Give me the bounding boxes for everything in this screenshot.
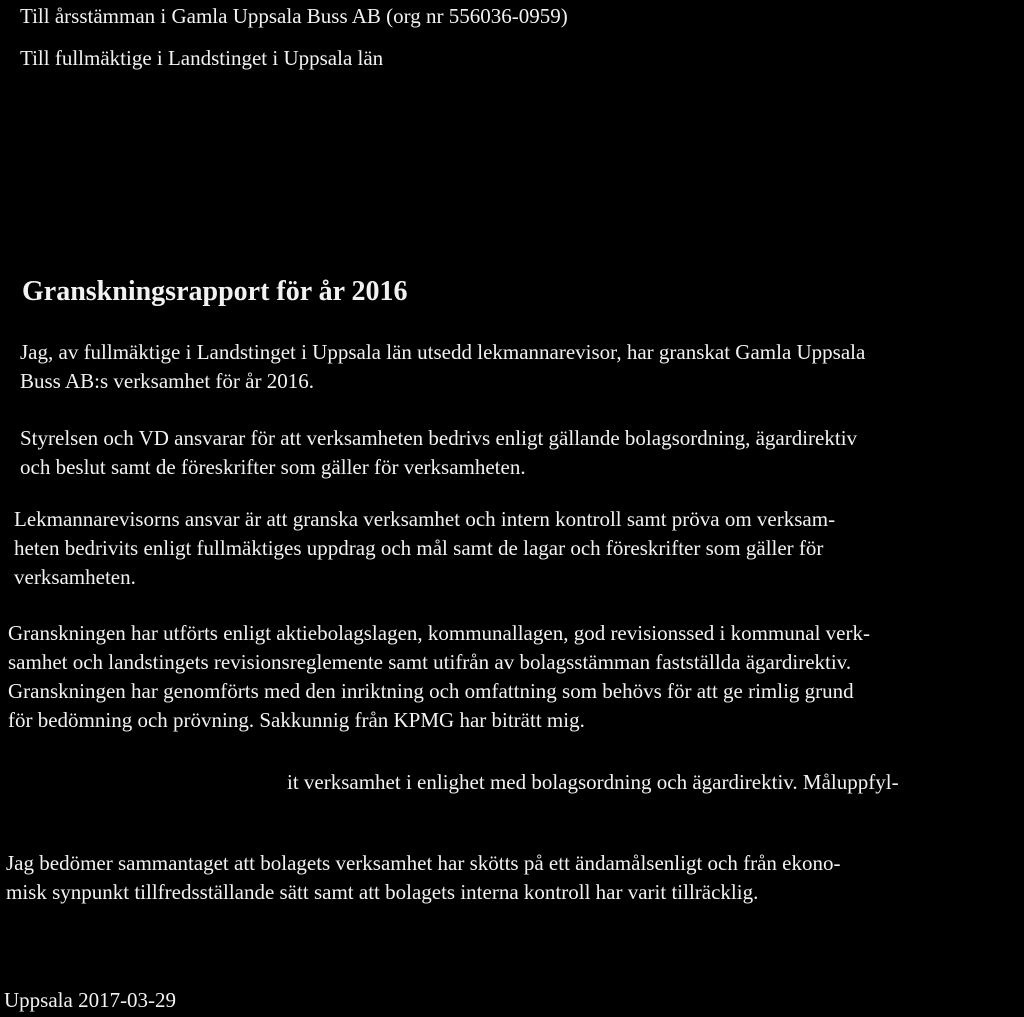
paragraph-board-responsibility bbox=[20, 424, 857, 482]
paragraph-line: it verksamhet i enlighet med bolagsordning och ägardirektiv. Måluppfyl- bbox=[287, 770, 899, 794]
paragraph-line: verksamheten. bbox=[14, 565, 136, 589]
recipient-line-2: Till fullmäktige i Landstinget i Uppsala län bbox=[20, 46, 384, 70]
recipient-line-1: Till årsstämman i Gamla Uppsala Buss AB (org nr 556036-0959) bbox=[20, 4, 568, 28]
paragraph-auditor-responsibility bbox=[14, 505, 835, 592]
paragraph-conclusion bbox=[6, 849, 840, 907]
report-title: Granskningsrapport för år 2016 bbox=[22, 276, 408, 307]
paragraph-line: Jag, av fullmäktige i Landstinget i Uppsala län utsedd lekmannarevisor, har granskat Gamla Uppsala bbox=[20, 340, 866, 364]
paragraph-line: samhet och landstingets revisionsreglemente samt utifrån av bolagsstämman fastställda ägardirektiv. bbox=[8, 650, 852, 674]
paragraph-line: Lekmannarevisorns ansvar är att granska verksamhet och intern kontroll samt pröva om verksam- bbox=[14, 507, 836, 531]
paragraph-line: misk synpunkt tillfredsställande sätt samt att bolagets interna kontroll har varit tillräcklig. bbox=[6, 880, 759, 904]
paragraph-line: Jag bedömer sammantaget att bolagets verksamhet har skötts på ett ändamålsenligt och från ekono- bbox=[6, 851, 841, 875]
paragraph-line: Granskningen har utförts enligt aktiebolagslagen, kommunallagen, god revisionssed i kommunal verk- bbox=[8, 621, 870, 645]
place-date: Uppsala 2017-03-29 bbox=[4, 988, 177, 1012]
paragraph-line: för bedömning och prövning. Sakkunnig från KPMG har biträtt mig. bbox=[8, 708, 585, 732]
paragraph-line: Granskningen har genomförts med den inriktning och omfattning som behövs för att ge rimlig grund bbox=[8, 679, 854, 703]
paragraph-line: heten bedrivits enligt fullmäktiges uppdrag och mål samt de lagar och föreskrifter som gäller för bbox=[14, 536, 824, 560]
paragraph-partial-fragment bbox=[287, 768, 899, 797]
paragraph-scope bbox=[20, 338, 865, 396]
paragraph-line: Buss AB:s verksamhet för år 2016. bbox=[20, 369, 314, 393]
paragraph-audit-method bbox=[8, 619, 870, 735]
paragraph-line: Styrelsen och VD ansvarar för att verksamheten bedrivs enligt gällande bolagsordning, ägardirektiv bbox=[20, 426, 858, 450]
paragraph-line: och beslut samt de föreskrifter som gäller för verksamheten. bbox=[20, 455, 526, 479]
